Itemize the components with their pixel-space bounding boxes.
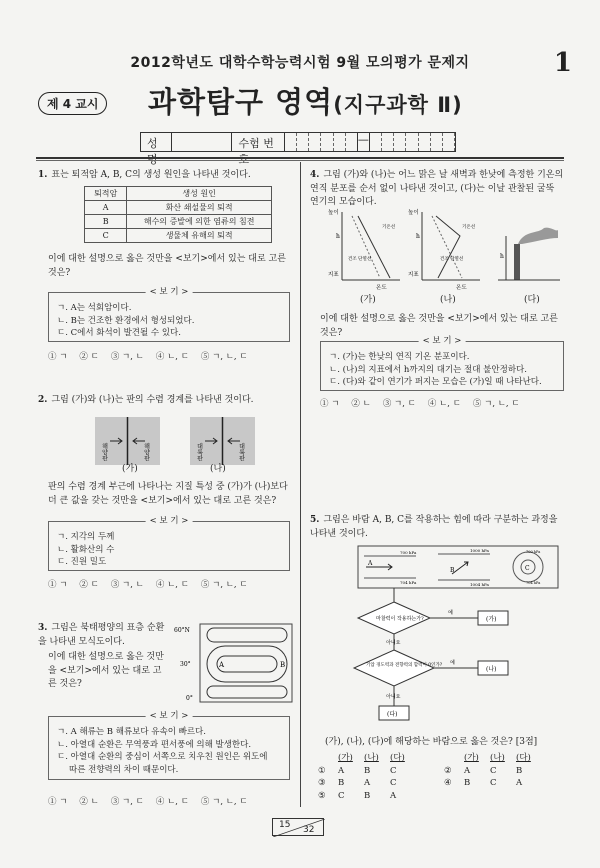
boki-item: ㄷ. C에서 화석이 발견될 수 있다. <box>57 328 181 338</box>
student-id-box <box>140 132 456 152</box>
choice[interactable]: ⑤ ㄱ, ㄴ, ㄷ <box>200 797 248 807</box>
q4-stem-text: 그림 (가)와 (나)는 어느 맑은 날 새벽과 한낮에 측정한 기온의 연직 분포를 순서 없이 나타낸 것이고, (다)는 이날 관찰된 굴뚝 연기의 모습이다. <box>310 170 564 207</box>
graph-na <box>408 208 480 291</box>
header-rule-thin <box>36 160 564 161</box>
dry-label: 건조 단열선 <box>440 257 464 262</box>
q1-td: 생물체 유해의 퇴적 <box>127 229 272 243</box>
answer-cell: A <box>516 778 523 788</box>
q2-label-b: (나) <box>210 464 226 474</box>
isobar-label: 1000 hPa <box>470 548 489 553</box>
answer-header: (나) <box>364 753 379 763</box>
equatorial-current <box>207 686 287 698</box>
answer-header: (다) <box>516 753 531 763</box>
wind-B-label: B <box>450 567 455 574</box>
plate-label: 해양판 <box>100 443 108 461</box>
answer-cell: C <box>490 778 497 788</box>
q4-stem <box>310 169 564 210</box>
column-divider <box>300 162 301 807</box>
q4-diagram <box>328 208 560 294</box>
subpolar-gyre <box>207 628 287 642</box>
choice[interactable]: ③ ㄱ, ㄴ <box>110 352 144 362</box>
axis-label: 온도 <box>456 285 467 291</box>
output-label: (나) <box>486 666 497 673</box>
q1-table <box>84 186 272 243</box>
h-label: h <box>500 253 504 260</box>
subtropical-gyre-inner <box>217 656 277 672</box>
q1-th: 생성 원인 <box>127 187 272 201</box>
answer-row[interactable] <box>318 765 566 778</box>
boki-item: ㄴ. 활화산의 수 <box>57 544 115 555</box>
exam-no-cell[interactable] <box>297 133 309 151</box>
q2-diagram <box>90 413 270 473</box>
choice[interactable]: ② ㄷ <box>79 580 99 590</box>
h-label: h <box>336 233 340 240</box>
no-label: 아니요 <box>386 640 401 646</box>
boki-item: ㄱ. (가)는 한낮의 연직 기온 분포이다. <box>329 352 470 362</box>
temp-line <box>436 216 460 278</box>
plate-label: 대륙판 <box>237 443 245 461</box>
exam-no-cell[interactable] <box>443 133 455 151</box>
exam-no-cell[interactable] <box>321 133 333 151</box>
yes-label: 예 <box>448 610 453 616</box>
boki-item: ㄷ. 아열대 순환의 중심이 서쪽으로 치우친 원인은 위도에 <box>57 752 268 762</box>
choice[interactable]: ⑤ ㄱ, ㄴ, ㄷ <box>472 399 520 409</box>
wind-A-label: A <box>368 560 373 567</box>
choice[interactable]: ② ㄴ <box>351 399 371 409</box>
q4-ask: 이에 대한 설명으로 옳은 것만을 <보기>에서 있는 대로 고른 것은? <box>320 314 558 338</box>
q3-stem-text: 그림은 북태평양의 표층 순환을 나타낸 모식도이다. <box>38 623 165 647</box>
q4-number: 4. <box>310 170 320 180</box>
answer-cell: C <box>338 790 345 801</box>
isobar-label: 700 hPa <box>400 550 417 555</box>
exam-no-cell[interactable] <box>334 133 346 151</box>
answer-cell: A <box>364 778 371 788</box>
q5-stem <box>310 514 564 541</box>
answer-cell: A <box>338 765 345 776</box>
axis-label: 높이 <box>408 210 419 216</box>
q1-boki <box>48 287 290 342</box>
exam-no-cell[interactable] <box>394 133 406 151</box>
answer-num: ④ <box>444 778 452 788</box>
boki-item: ㄴ. 아열대 순환은 무역풍과 편서풍에 의해 발생한다. <box>57 739 252 750</box>
answer-cell: B <box>364 790 371 801</box>
lat-label: 0° <box>186 695 193 702</box>
no-label: 아니요 <box>386 694 401 700</box>
choice[interactable]: ① ㄱ <box>48 352 68 362</box>
answer-header: (나) <box>490 753 505 763</box>
q1-choices <box>48 350 248 362</box>
choice[interactable]: ① ㄱ <box>320 399 340 409</box>
q5-ask: (가), (나), (다)에 해당하는 바람으로 옳은 것은? [3점] <box>325 737 538 747</box>
wind-C-label: C <box>525 565 530 572</box>
output-label: (다) <box>387 711 398 718</box>
q3-diagram <box>172 620 297 706</box>
plate-label: 대륙판 <box>195 443 203 461</box>
footer-page: 15 <box>279 820 291 830</box>
q2-stem-text: 그림 (가)와 (나)는 판의 수렴 경계를 나타낸 것이다. <box>51 395 254 405</box>
boki-item: ㄱ. 지각의 두께 <box>57 532 115 542</box>
temp-label: 기온선 <box>462 225 476 230</box>
boki-title: < 보 기 > <box>419 335 466 348</box>
decision-text: 마찰력이 작용하는가? <box>376 616 424 622</box>
dry-adiabat <box>352 216 380 278</box>
exam-title: 2012학년도 대학수학능력시험 9월 모의평가 문제지 <box>130 55 470 71</box>
exam-no-cell[interactable] <box>382 133 394 151</box>
smoke-picture <box>498 228 560 280</box>
q5-stem-text: 그림은 바람 A, B, C를 작용하는 힘에 따라 구분하는 과정을 나타낸 것이다. <box>310 515 558 539</box>
answer-cell: B <box>364 765 371 776</box>
q3-choices <box>48 795 248 807</box>
boki-item: ㄴ. B는 건조한 환경에서 형성되었다. <box>57 315 195 326</box>
q4-label-c: (다) <box>524 295 540 305</box>
boki-item: ㄷ. 진원 밀도 <box>57 557 107 567</box>
answer-row[interactable] <box>318 790 566 803</box>
exam-no-cell[interactable] <box>346 133 358 151</box>
answer-cell: A <box>390 790 397 801</box>
choice[interactable]: ③ ㄱ, ㄷ <box>382 399 416 409</box>
q5-answer-grid <box>318 752 566 802</box>
q4-label-b: (나) <box>440 295 456 305</box>
dry-label: 건조 단열선 <box>348 257 372 262</box>
q4-label-a: (가) <box>360 295 376 305</box>
q2-number: 2. <box>38 395 48 405</box>
choice[interactable]: ② ㄴ <box>79 797 99 807</box>
q1-td: B <box>85 215 127 229</box>
decision-balance <box>354 650 434 686</box>
chimney <box>514 244 520 280</box>
q1-td: 화산 쇄설물의 퇴적 <box>127 201 272 215</box>
exam-no-label: 수험 번 <box>232 133 284 151</box>
answer-num: ② <box>444 765 452 776</box>
answer-num: ① <box>318 765 326 776</box>
choice[interactable]: ③ ㄱ, ㄷ <box>110 797 144 807</box>
subject-main: 과학탐구 영역 <box>148 85 334 119</box>
q1-number: 1. <box>38 170 48 180</box>
answer-cell: C <box>390 765 397 776</box>
q1-td: C <box>85 229 127 243</box>
lat-label: 30° <box>180 661 191 668</box>
output-label: (가) <box>486 616 497 623</box>
page-number: 1 <box>553 48 572 78</box>
q1-stem <box>38 169 290 183</box>
name-field[interactable] <box>172 133 232 151</box>
answer-cell: A <box>464 765 471 776</box>
boki-item: ㄱ. A 해류는 B 해류보다 유속이 빠르다. <box>57 727 206 737</box>
isobar-label: 704 hPa <box>526 581 541 585</box>
choice[interactable]: ④ ㄴ, ㄷ <box>155 797 189 807</box>
exam-no-cell[interactable] <box>309 133 321 151</box>
boki-item: ㄴ. (나)의 지표에서 h까지의 대기는 절대 불안정하다. <box>329 364 527 375</box>
exam-no-cell[interactable] <box>431 133 443 151</box>
isobar-label: 1004 hPa <box>470 582 489 587</box>
answer-cell: B <box>338 778 345 788</box>
header-rule <box>36 157 564 159</box>
q2-stem <box>38 394 290 408</box>
q1-stem-text: 표는 퇴적암 A, B, C의 생성 원인을 나타낸 것이다. <box>51 170 251 180</box>
exam-no-cell[interactable] <box>419 133 431 151</box>
choice[interactable]: ④ ㄴ, ㄷ <box>155 352 189 362</box>
answer-cell: C <box>490 765 497 776</box>
choice[interactable]: ② ㄷ <box>79 352 99 362</box>
answer-cell: B <box>516 765 523 776</box>
subject-title <box>148 80 463 121</box>
session-badge: 제 4 교시 <box>38 92 107 115</box>
q1-ask: 이에 대한 설명으로 옳은 것만을 <보기>에서 있는 대로 고른 것은? <box>48 254 286 278</box>
boki-item: ㄱ. A는 석회암이다. <box>57 303 132 313</box>
yes-label: 예 <box>450 660 455 666</box>
h-label: h <box>416 233 420 240</box>
answer-num: ③ <box>318 778 326 788</box>
q1-td: A <box>85 201 127 215</box>
answer-num: ⑤ <box>318 790 326 801</box>
q4-boki <box>320 336 564 391</box>
axis-label: 온도 <box>376 285 387 291</box>
answer-header-row <box>318 752 566 765</box>
boki-title: < 보 기 > <box>146 710 193 723</box>
footer-total: 32 <box>303 825 315 835</box>
axis-label: 높이 <box>328 210 339 216</box>
q3-ask: 이에 대한 설명으로 옳은 것만을 <보기>에서 있는 대로 고른 것은? <box>48 652 164 689</box>
ground-label: 지표 <box>328 272 339 278</box>
decision-text: 기압 경도력과 전향력의 합력이 0인가? <box>366 663 443 668</box>
choice[interactable]: ④ ㄴ, ㄷ <box>427 399 461 409</box>
answer-cell: C <box>390 778 397 788</box>
name-label: 성 <box>141 133 172 151</box>
exam-no-cell[interactable] <box>285 133 297 151</box>
subject-sub: (지구과학 Ⅱ) <box>333 93 463 117</box>
isobar-label: 704 hPa <box>400 580 417 585</box>
boki-title: < 보 기 > <box>146 515 193 528</box>
page-footer <box>272 818 324 836</box>
lat-label: 60°N <box>174 627 190 634</box>
choice[interactable]: ③ ㄱ, ㄴ <box>110 580 144 590</box>
q5-number: 5. <box>310 515 320 525</box>
graph-ga <box>328 208 400 291</box>
current-B-label: B <box>280 661 286 669</box>
boki-title: < 보 기 > <box>146 286 193 299</box>
smoke <box>518 228 558 244</box>
ocean-box <box>200 624 292 702</box>
current-A-label: A <box>219 661 225 669</box>
q2-ask: 판의 수렴 경계 부근에 나타나는 지질 특성 중 (가)가 (나)보다 더 큰 값을 갖는 것만을 <보기>에서 있는 대로 고른 것은? <box>48 482 288 506</box>
q5-flowchart <box>330 544 562 729</box>
answer-header: (다) <box>390 753 405 763</box>
answer-row[interactable] <box>318 777 566 790</box>
exam-no-cell[interactable] <box>406 133 418 151</box>
choice[interactable]: ① ㄱ <box>48 580 68 590</box>
ground-label: 지표 <box>408 272 419 278</box>
exam-no-dash: — <box>358 133 370 151</box>
choice[interactable]: ⑤ ㄱ, ㄴ, ㄷ <box>200 352 248 362</box>
q4-choices <box>320 397 520 409</box>
isobar-label: 700 hPa <box>526 550 541 554</box>
boki-item: ㄷ. (다)와 같이 연기가 퍼지는 모습은 (가)일 때 나타난다. <box>329 377 542 387</box>
q3-stem <box>38 622 168 649</box>
answer-header: (가) <box>338 753 353 763</box>
choice[interactable]: ① ㄱ <box>48 797 68 807</box>
q1-th: 퇴적암 <box>85 187 127 201</box>
q2-label-a: (가) <box>122 464 138 474</box>
choice[interactable]: ⑤ ㄱ, ㄴ, ㄷ <box>200 580 248 590</box>
answer-cell: B <box>464 778 471 788</box>
temp-label: 기온선 <box>382 225 396 230</box>
plate-label: 해양판 <box>142 443 150 461</box>
q3-boki <box>48 711 290 780</box>
exam-no-cell[interactable] <box>370 133 382 151</box>
boki-item: 따른 전향력의 차이 때문이다. <box>69 764 179 775</box>
q3-number: 3. <box>38 623 48 633</box>
choice[interactable]: ④ ㄴ, ㄷ <box>155 580 189 590</box>
answer-header: (가) <box>464 753 479 763</box>
q1-td: 해수의 증발에 의한 염류의 침전 <box>127 215 272 229</box>
q2-choices <box>48 578 248 590</box>
q2-boki <box>48 516 290 571</box>
